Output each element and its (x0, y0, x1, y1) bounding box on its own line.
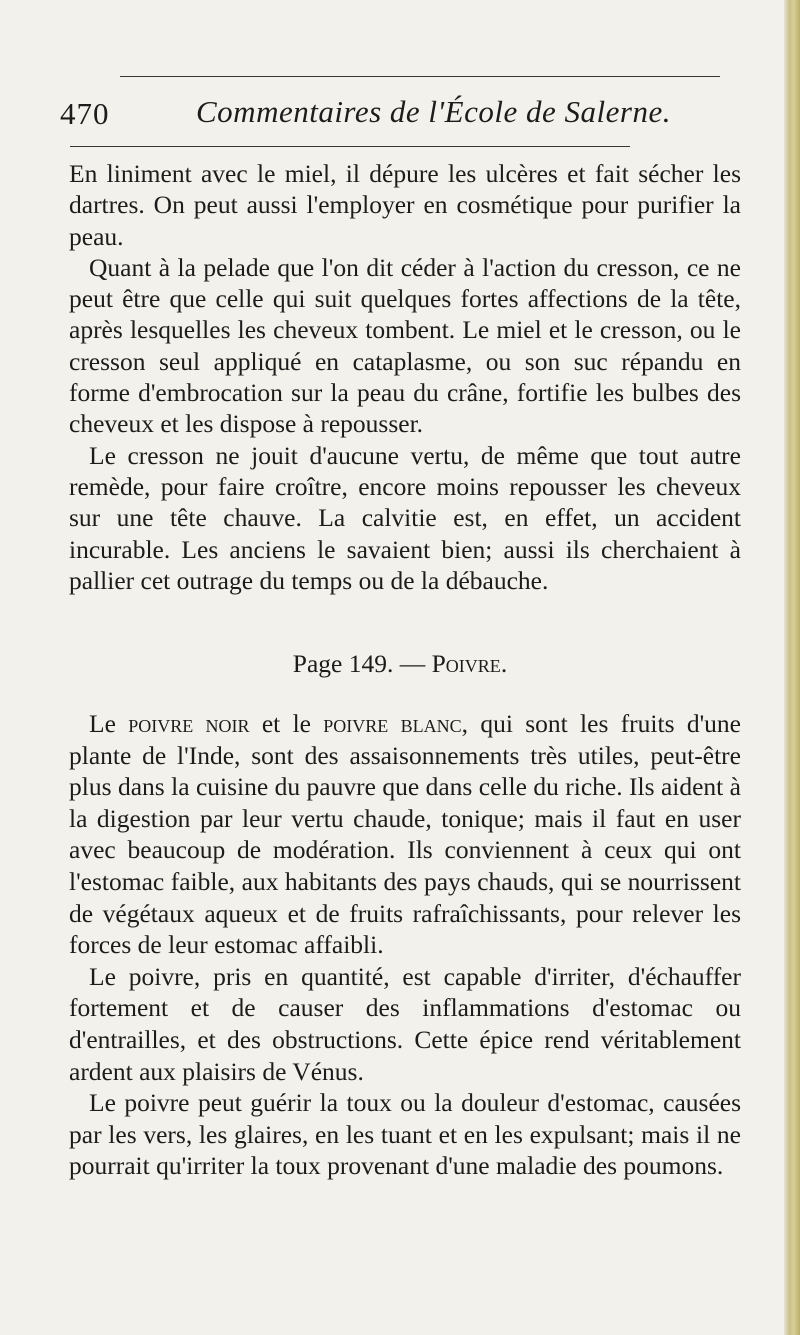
page-number: 470 (60, 96, 110, 131)
term-poivre-noir: poivre noir (128, 709, 250, 738)
section-title: Poivre (431, 649, 501, 678)
paragraph: Le cresson ne jouit d'aucune vertu, de même que tout autre remède, pour faire croître, encore moins repousser les cheveux sur une tête chauve. La calvitie est, en effet, un accident incurable. Les anciens le savaient bien; aussi ils cherchaient à pallier cet outrage du temps ou de la débauche. (69, 440, 741, 595)
text-fragment: , qui sont les fruits d'une plante de l'Inde, sont des assaisonnements très utiles, peut-être plus dans la cuisine du pauvre que dans celle du riche. Ils aident à la digestion par leur vertu chaude, tonique; mais il faut en user avec beaucoup de modération. Ils conviennent à ceux qui ont l'estomac faible, aux habitants des pays chauds, qui se nourrissent de végétaux aqueux et de fruits rafraîchissants, pour relever les forces de leur estomac affaibli. (69, 709, 741, 960)
paragraph: En liniment avec le miel, il dépure les ulcères et fait sécher les dartres. On peut aussi l'employer en cosmétique pour purifier la peau. (69, 159, 741, 251)
section-title-end: . (500, 649, 508, 678)
body-text-poivre (69, 708, 741, 1182)
text-fragment: Le (89, 709, 129, 738)
page-header (60, 90, 740, 150)
running-title: Commentaires de l'École de Salerne. (196, 94, 671, 129)
paragraph: Quant à la pelade que l'on dit céder à l'action du cresson, ce ne peut être que celle qui suit quelques fortes affections de la tête, après lesquelles les cheveux tombent. Le miel et le cresson, ou le cresson seul appliqué en cataplasme, ou son suc répandu en forme d'embrocation sur la peau du crâne, fortifie les bulbes des cheveux et les dispose à repousser. (69, 252, 741, 439)
text-fragment: et le (249, 709, 324, 738)
body-text-cresson (69, 158, 741, 596)
paragraph: Le poivre peut guérir la toux ou la douleur d'estomac, causées par les vers, les glaires, en les tuant et en les expulsant; mais il ne pourrait qu'irriter la toux provenant d'une maladie des poumons. (69, 1088, 741, 1181)
section-heading (0, 648, 800, 679)
paragraph: Le poivre, pris en quantité, est capable d'irriter, d'échauffer fortement et de causer des inflammations d'estomac ou d'entrailles, et des obstructions. Cette épice rend véritablement ardent aux plaisirs de Vénus. (69, 961, 741, 1086)
term-poivre-blanc: poivre blanc (323, 709, 462, 738)
paragraph (69, 708, 741, 961)
header-rule-bottom (70, 146, 630, 147)
header-rule-top (120, 76, 720, 77)
section-page-ref: Page 149. — (292, 649, 432, 678)
